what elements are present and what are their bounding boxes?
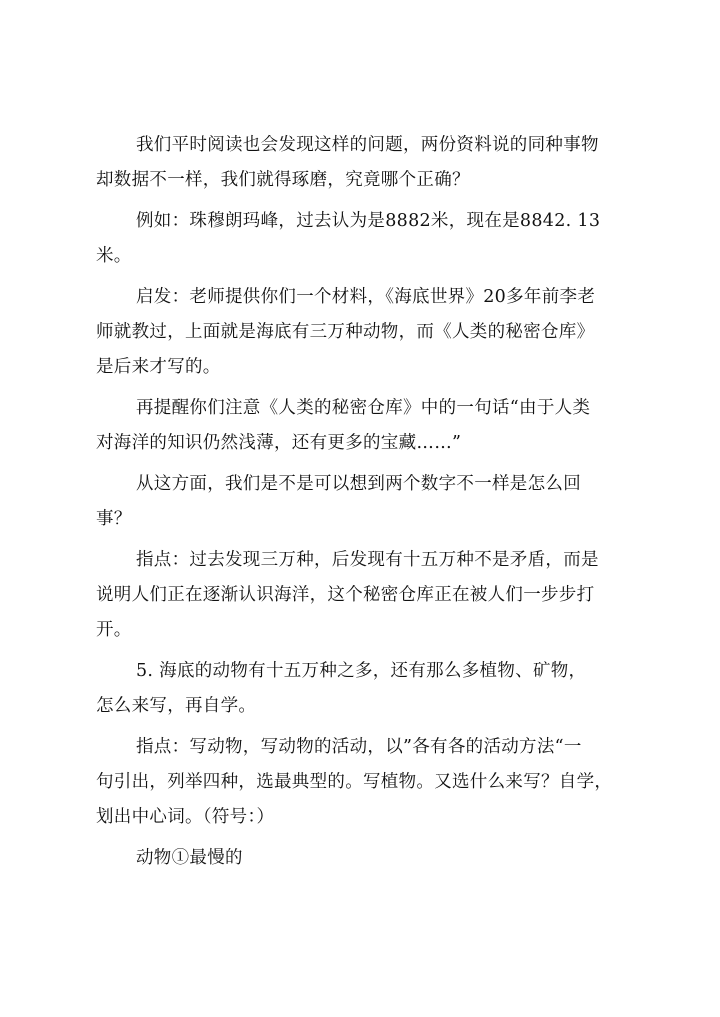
text-line: 开。 [96, 620, 132, 640]
paragraph-example [96, 204, 636, 274]
text-line: 说明人们正在逐渐认识海洋，这个秘密仓库正在被人们一步步打 [96, 585, 595, 605]
text-line: 再提醒你们注意《人类的秘密仓库》中的一句话“由于人类 [136, 398, 591, 418]
paragraph-guidance-1 [96, 543, 636, 648]
text-line: 却数据不一样，我们就得琢磨，究竟哪个正确？ [96, 170, 470, 190]
text-line: 米。 [96, 246, 132, 266]
text-line: 从这方面，我们是不是可以想到两个数字不一样是怎么回 [136, 474, 581, 494]
text-line: 句引出，列举四种，选最典型的。写植物。又选什么来写？自学， [96, 772, 613, 792]
text-line: 5. 海底的动物有十五万种之多，还有那么多植物、矿物， [136, 661, 587, 681]
text-line: 指点：过去发现三万种，后发现有十五万种不是矛盾，而是 [136, 550, 599, 570]
text-line: 是后来才写的。 [96, 357, 221, 377]
paragraph-item-5 [96, 654, 636, 724]
text-line: 动物①最慢的 [136, 848, 243, 868]
paragraph-reading-problem [96, 128, 636, 198]
text-line: 师就教过，上面就是海底有三万种动物，而《人类的秘密仓库》 [96, 322, 595, 342]
text-line: 我们平时阅读也会发现这样的问题，两份资料说的同种事物 [136, 135, 599, 155]
text-line: 事？ [96, 509, 132, 529]
text-line: 启发：老师提供你们一个材料，《海底世界》20多年前李老 [136, 287, 596, 307]
paragraph-animals [96, 841, 636, 876]
paragraph-question [96, 467, 636, 537]
paragraph-inspiration [96, 280, 636, 385]
paragraph-guidance-2 [96, 730, 636, 835]
text-line: 对海洋的知识仍然浅薄，还有更多的宝藏……” [96, 433, 462, 453]
document-body [96, 128, 636, 876]
text-line: 例如：珠穆朗玛峰，过去认为是8882米，现在是8842. 13 [136, 211, 601, 231]
paragraph-reminder [96, 391, 636, 461]
text-line: 划出中心词。（符号：） [96, 807, 275, 827]
text-line: 怎么来写，再自学。 [96, 696, 257, 716]
text-line: 指点：写动物，写动物的活动，以”各有各的活动方法“一 [136, 737, 582, 757]
